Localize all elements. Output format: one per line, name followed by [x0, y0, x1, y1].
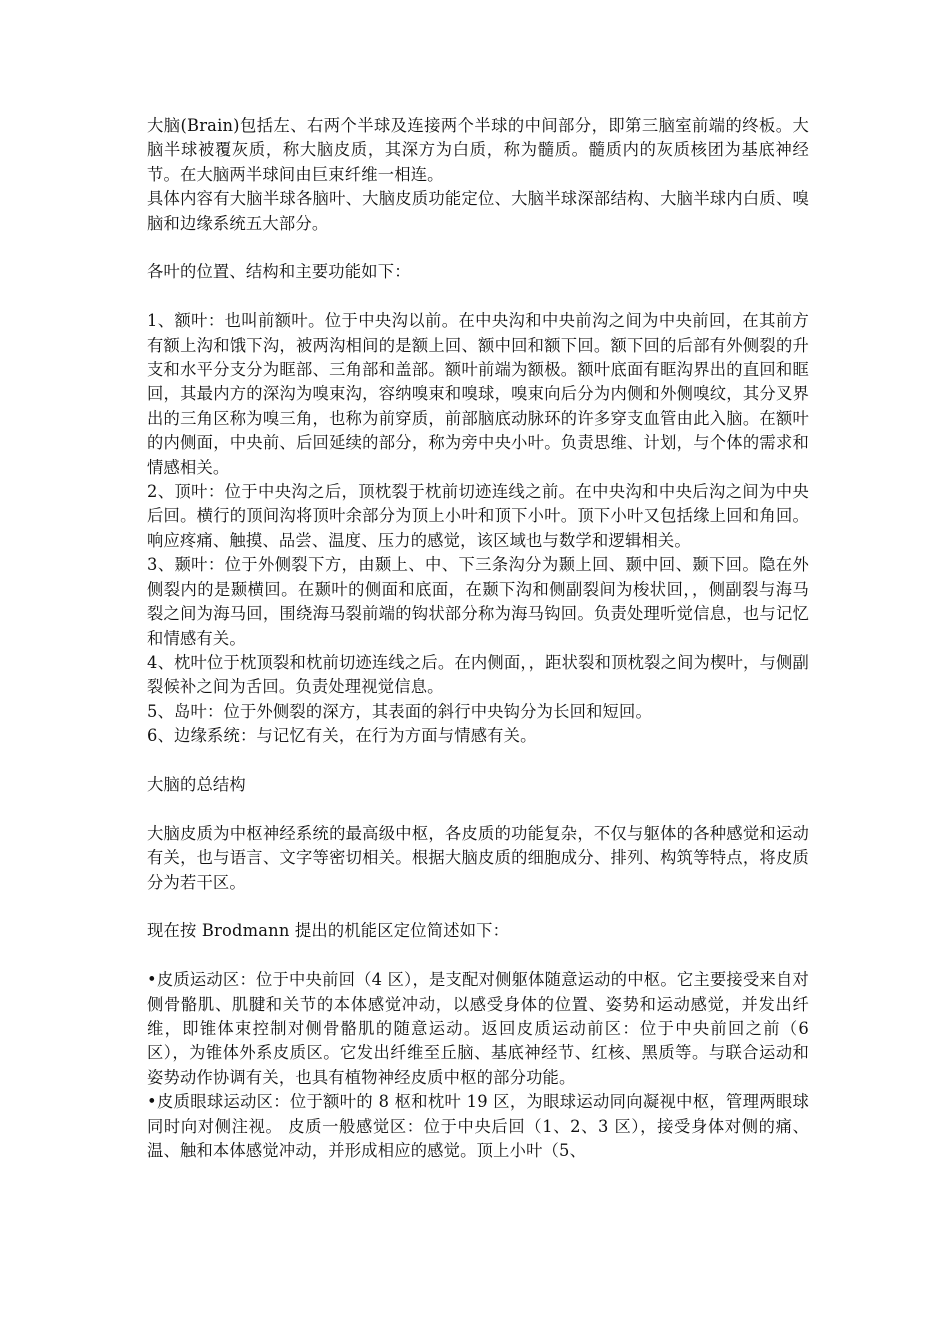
spacer	[147, 749, 809, 773]
intro-paragraph-2: 具体内容有大脑半球各脑叶、大脑皮质功能定位、大脑半球深部结构、大脑半球内白质、嗅脑和边缘系统五大部分。	[147, 189, 809, 233]
lobe-temporal: 3、颞叶：位于外侧裂下方，由颞上、中、下三条沟分为颞上回、颞中回、颞下回。隐在外侧裂内的是颞横回。在颞叶的侧面和底面，在颞下沟和侧副裂间为梭状回，，侧副裂与海马裂之间为海马回，围绕海马裂前端的钩状部分称为海马钩回。负责处理听觉信息，也与记忆和情感有关。	[147, 555, 809, 648]
document-body	[147, 114, 809, 1163]
spacer	[147, 895, 809, 919]
lobe-frontal: 1、额叶：也叫前额叶。位于中央沟以前。在中央沟和中央前沟之间为中央前回，在其前方有额上沟和饿下沟，被两沟相间的是额上回、额中回和额下回。额下回的后部有外侧裂的升支和水平分支分为眶部、三角部和盖部。额叶前端为额极。额叶底面有眶沟界出的直回和眶回，其最内方的深沟为嗅束沟，容纳嗅束和嗅球，嗅束向后分为内侧和外侧嗅纹，其分叉界出的三角区称为嗅三角，也称为前穿质，前部脑底动脉环的许多穿支血管由此入脑。在额叶的内侧面，中央前、后回延续的部分，称为旁中央小叶。负责思维、计划，与个体的需求和情感相关。	[147, 311, 809, 477]
spacer	[147, 944, 809, 968]
lobes-heading: 各叶的位置、结构和主要功能如下：	[147, 262, 411, 282]
structure-heading: 大脑的总结构	[147, 774, 246, 794]
spacer	[147, 236, 809, 260]
lobe-parietal: 2、顶叶：位于中央沟之后，顶枕裂于枕前切迹连线之前。在中央沟和中央后沟之间为中央后回。横行的顶间沟将顶叶余部分为顶上小叶和顶下小叶。顶下小叶又包括缘上回和角回。响应疼痛、触摸、品尝、温度、压力的感觉，该区域也与数学和逻辑相关。	[147, 482, 809, 550]
spacer	[147, 797, 809, 821]
bullet-motor-area: •皮质运动区：位于中央前回（4 区），是支配对侧躯体随意运动的中枢。它主要接受来自对侧骨骼肌、肌腱和关节的本体感觉冲动，以感受身体的位置、姿势和运动感觉，并发出纤维，即锥体束控制对侧骨骼肌的随意运动。返回皮质运动前区：位于中央前回之前（6 区），为锥体外系皮质区。它发出纤维至丘脑、基底神经节、红核、黑质等。与联合运动和姿势动作协调有关，也具有植物神经皮质中枢的部分功能。	[147, 970, 809, 1087]
intro-paragraph: 大脑(Brain)包括左、右两个半球及连接两个半球的中间部分，即第三脑室前端的终板。大脑半球被覆灰质，称大脑皮质，其深方为白质，称为髓质。髓质内的灰质核团为基底神经节。在大脑两半球间由巨束纤维一相连。	[147, 116, 809, 184]
brodmann-intro: 现在按 Brodmann 提出的机能区定位简述如下：	[147, 921, 510, 941]
lobe-limbic: 6、边缘系统：与记忆有关，在行为方面与情感有关。	[147, 726, 537, 746]
lobe-insula: 5、岛叶：位于外侧裂的深方，其表面的斜行中央钩分为长回和短回。	[147, 701, 652, 721]
bullet-eye-movement-area: •皮质眼球运动区：位于额叶的 8 枢和枕叶 19 区，为眼球运动同向凝视中枢，管理两眼球同时向对侧注视。 皮质一般感觉区：位于中央后回（1、2、3 区），接受身体对侧的痛、温、触和本体感觉冲动，并形成相应的感觉。顶上小叶（5、	[147, 1092, 809, 1160]
lobe-occipital: 4、枕叶位于枕顶裂和枕前切迹连线之后。在内侧面，，距状裂和顶枕裂之间为楔叶，与侧副裂候补之间为舌回。负责处理视觉信息。	[147, 652, 809, 697]
structure-paragraph: 大脑皮质为中枢神经系统的最高级中枢，各皮质的功能复杂，不仅与躯体的各种感觉和运动有关，也与语言、文字等密切相关。根据大脑皮质的细胞成分、排列、构筑等特点，将皮质分为若干区。	[147, 823, 809, 892]
spacer	[147, 285, 809, 309]
